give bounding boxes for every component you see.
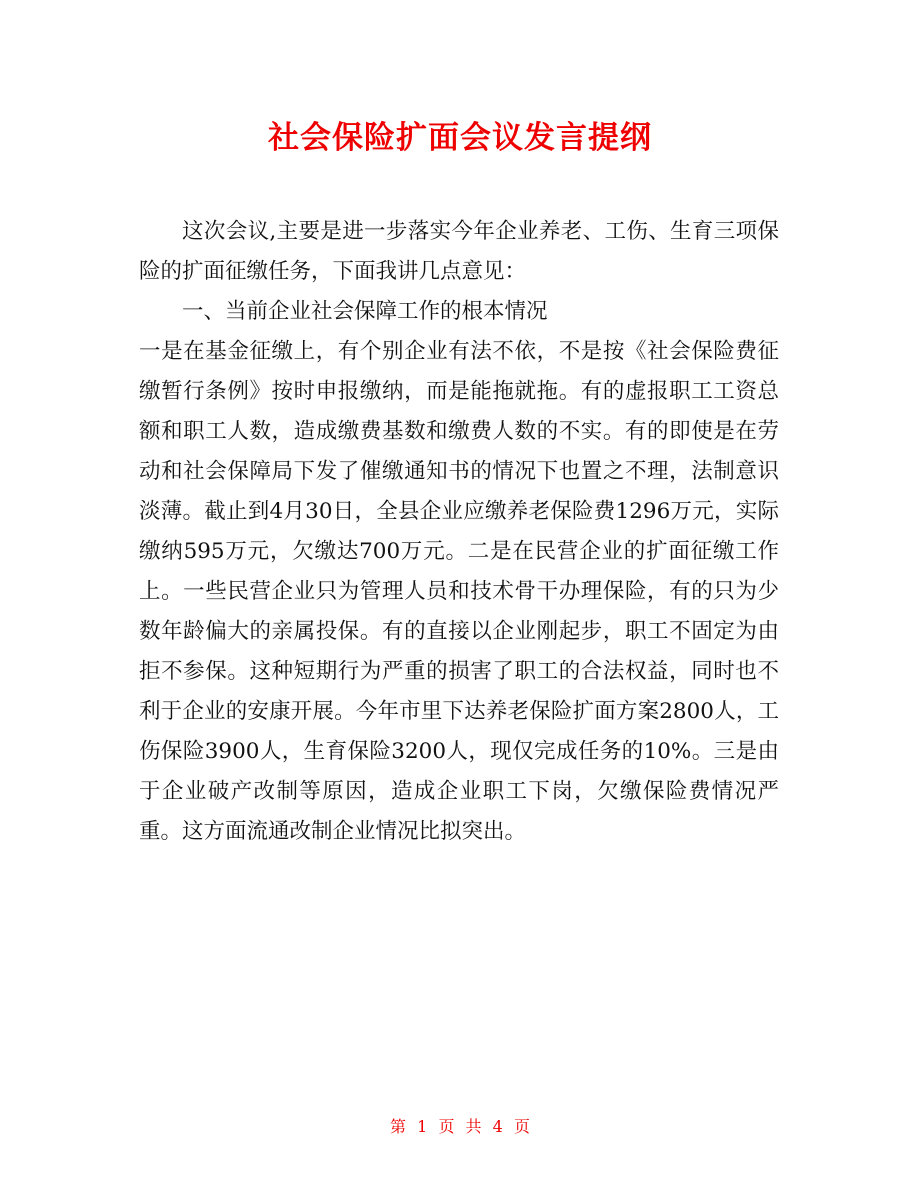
footer-total-pages: 4 bbox=[492, 1117, 503, 1136]
footer-prefix: 第 bbox=[390, 1117, 407, 1136]
document-body bbox=[139, 212, 779, 852]
body-paragraph: 一是在基金征缴上，有个别企业有法不依，不是按《社会保险费征缴暂行条例》按时申报缴纳，而是能拖就拖。有的虚报职工工资总额和职工人数，造成缴费基数和缴费人数的不实。有的即使是在劳动和社会保障局下发了催缴通知书的情况下也置之不理，法制意识淡薄。截止到4月30日，全县企业应缴养老保险费1296万元，实际缴纳595万元，欠缴达700万元。二是在民营企业的扩面征缴工作上。一些民营企业只为管理人员和技术骨干办理保险，有的只为少数年龄偏大的亲属投保。有的直接以企业刚起步，职工不固定为由拒不参保。这种短期行为严重的损害了职工的合法权益，同时也不利于企业的安康开展。今年市里下达养老保险扩面方案2800人，工伤保险3900人，生育保险3200人，现仅完成任务的10%。三是由于企业破产改制等原因，造成企业职工下岗，欠缴保险费情况严重。这方面流通改制企业情况比拟突出。 bbox=[139, 339, 779, 844]
footer-page-label: 页 bbox=[438, 1117, 455, 1136]
section-heading: 一、当前企业社会保障工作的根本情况 bbox=[182, 299, 548, 324]
intro-paragraph: 这次会议,主要是进一步落实今年企业养老、工伤、生育三项保险的扩面征缴任务，下面我讲几点意见： bbox=[139, 219, 779, 284]
footer-total-label: 共 bbox=[465, 1117, 482, 1136]
footer-suffix: 页 bbox=[513, 1117, 530, 1136]
footer-page-number: 1 bbox=[417, 1117, 428, 1136]
page-footer bbox=[0, 1116, 920, 1138]
document-title: 社会保险扩面会议发言提纲 bbox=[268, 120, 652, 156]
